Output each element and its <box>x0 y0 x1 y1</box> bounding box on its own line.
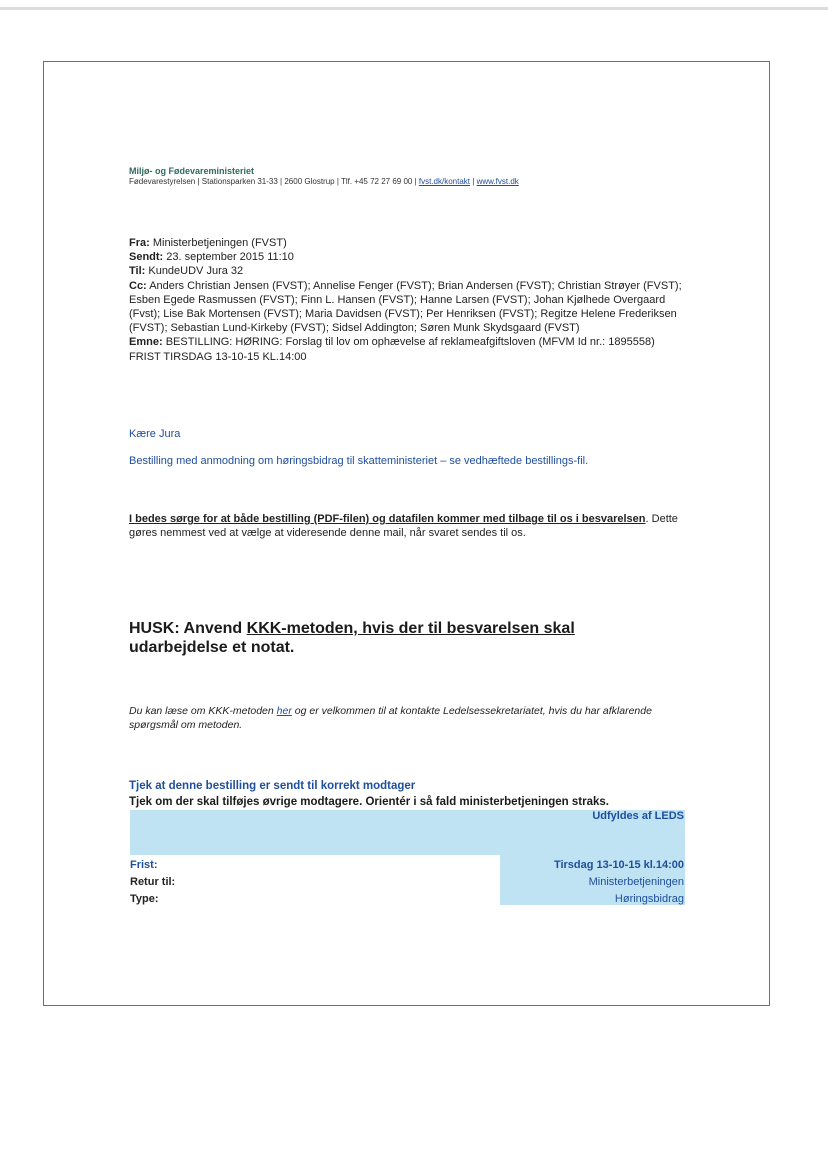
husk-suffix: udarbejdelse et notat. <box>129 639 295 656</box>
greeting: Kære Jura <box>129 428 181 440</box>
agency-address: Fødevarestyrelsen | Stationsparken 31-33 | 2600 Glostrup | Tlf. +45 72 27 69 00 | <box>129 177 419 186</box>
subject-line <box>129 335 689 363</box>
deadline-label: Frist: <box>130 859 158 871</box>
deadline-value: Tirsdag 13-10-15 kl.14:00 <box>553 859 684 871</box>
sent-label: Sendt: <box>129 251 164 264</box>
kkk-info <box>129 705 689 732</box>
return-notice-rest: . Dette gøres nemmest ved at vælge at videresende denne mail, når svaret sendes til os. <box>129 513 678 539</box>
contact-link[interactable]: fvst.dk/kontakt <box>418 177 471 186</box>
check-other-recipients: Tjek om der skal tilføjes øvrige modtagere. Orientér i så fald ministerbetjeningen straks. <box>129 796 609 808</box>
subject-label: Emne: <box>129 336 163 349</box>
kkk-here-link[interactable]: her <box>276 705 292 717</box>
return-notice-bold: I bedes sørge for at både bestilling (PDF-filen) og datafilen kommer med tilbage til os i besvarelsen <box>129 513 646 525</box>
to-value: KundeUDV Jura 32 <box>148 265 244 278</box>
email-header <box>129 236 689 364</box>
cc-line <box>129 279 689 336</box>
subject-value: BESTILLING: HØRING: Forslag til lov om ophævelse af reklameafgiftsloven (MFVM Id nr.: 1895558) FRIST TIRSDAG 13-10-15 KL.14:00 <box>129 336 655 363</box>
link-separator: | <box>470 177 477 186</box>
return-notice <box>129 513 689 540</box>
leds-section-label: Udfyldes af LEDS <box>592 810 684 822</box>
sent-line <box>129 250 689 264</box>
husk-underlined: KKK-metoden, hvis der til besvarelsen skal <box>246 620 575 637</box>
from-value: Ministerbetjeningen (FVST) <box>152 237 287 249</box>
from-line <box>129 236 689 250</box>
to-line <box>129 264 689 278</box>
type-label: Type: <box>130 893 159 905</box>
from-label: Fra: <box>129 237 150 249</box>
type-value: Høringsbidrag <box>614 893 684 905</box>
request-text: Bestilling med anmodning om høringsbidrag til skatteministeriet – se vedhæftede bestillings-fil. <box>129 455 589 467</box>
agency-contact-line <box>129 177 519 186</box>
website-link[interactable]: www.fvst.dk <box>476 177 519 186</box>
to-label: Til: <box>129 265 146 278</box>
kkk-suffix: og er velkommen til at kontakte Ledelsessekretariatet, hvis du har afklarende spørgsmål om metoden. <box>129 705 652 731</box>
return-to-label: Retur til: <box>130 876 176 888</box>
ministry-name: Miljø- og Fødevareministeriet <box>129 166 255 176</box>
cc-value: Anders Christian Jensen (FVST); Annelise Fenger (FVST); Brian Andersen (FVST); Christian Strøyer (FVST); Esben Egede Rasmussen (FVST); Finn L. Hansen (FVST); Hanne Larsen (FVST); Johan Kjølhede Overgaard (Fvst); Lise Bak Mortensen (FVST); Maria Davidsen (FVST); Per Henriksen (FVST); Regitze Helene Frederiksen (FVST); Sebastian Lund-Kirkeby (FVST); Sidsel Addington; Søren Munk Skydsgaard (FVST) <box>129 279 682 335</box>
kkk-prefix: Du kan læse om KKK-metoden <box>129 705 277 717</box>
sent-value: 23. september 2015 11:10 <box>166 251 294 264</box>
husk-reminder <box>129 619 629 657</box>
husk-prefix: HUSK: Anvend <box>129 620 247 637</box>
scan-top-edge <box>0 7 828 10</box>
cc-label: Cc: <box>129 279 147 292</box>
return-to-value: Ministerbetjeningen <box>588 876 684 888</box>
check-recipient: Tjek at denne bestilling er sendt til korrekt modtager <box>129 780 416 792</box>
